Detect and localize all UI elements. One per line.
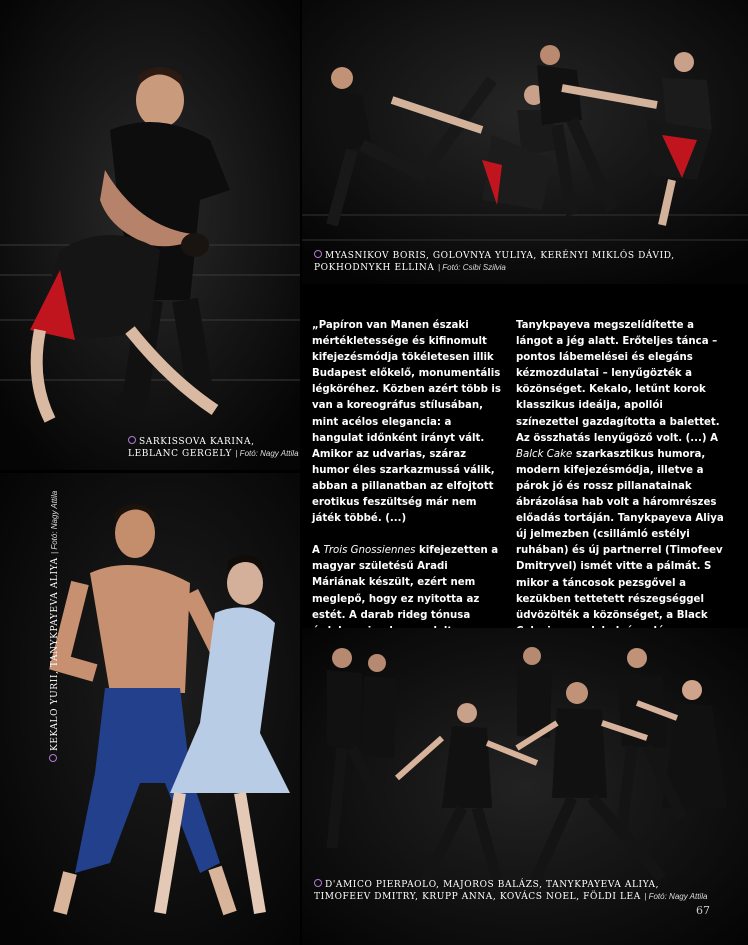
article-paragraph: A Trois Gnossiennes kifejezetten a magyar születésű Aradi Máriának készült, ezért nem meglepő, hogy ez nyitotta az estét. A darab rideg tónusa <box>312 545 499 621</box>
ring-icon <box>314 250 322 258</box>
ring-icon <box>128 436 136 444</box>
caption-sarkissova: SARKISSOVA KARINA, LEBLANC GERGELY | Fotó: Nagy Attila <box>128 437 299 459</box>
photo-kekalo-tanykpayeva <box>0 473 300 945</box>
ring-icon <box>49 754 57 762</box>
photo-sarkissova-leblanc <box>0 0 300 470</box>
article-paragraph: Tanykpayeva megszelídítette a lángot a jég alatt. Erőteljes tánca – pontos lábemelései és elegáns kézmozdulatai – lenyűgözték a közönséget. Kekalo, letűnt korok klasszikus ideálja, apollói színezettel gazdagította a balettet. Az összhatás lenyűgöző volt. (...) A Balck Cake szarkasztikus humora, modern kifejezésmódja, illetve a párok jó és rossz pillanatainak ábrázolása hab volt a háromrészes előadás tortáján. Tanykpayeva Aliya új jelmezben (csillámló estélyi ruhában) és új partnerrel (Timofeev Dmitryvel) ismét vitte a pálmát. S mikor a táncosok pezsgővel a kezükben tettetett részegséggel üdvözölték a közönséget, a Black <box>516 320 724 621</box>
article-column-2 <box>516 318 724 672</box>
caption-kekalo: KEKALO YURII, TANYKPAYEVA ALIYA | Fotó: Nagy Attila <box>49 462 63 762</box>
caption-ensemble: D'AMICO PIERPAOLO, MAJOROS BALÁZS, TANYKPAYEVA ALIYA, TIMOFEEV DMITRY, KRUPP ANNA, KOVÁCS NOEL, FÖLDI LEA | Fotó: Nagy Attila <box>314 880 708 902</box>
caption-myasnikov: MYASNIKOV BORIS, GOLOVNYA YULIYA, KERÉNYI MIKLÓS DÁVID, POKHODNYKH ELLINA | Fotó: Csibi Szilvia <box>314 251 675 273</box>
ring-icon <box>314 879 322 887</box>
photo-myasnikov-group <box>302 0 748 284</box>
page-number: 67 <box>696 904 710 917</box>
article-paragraph: „Papíron van Manen északi mértékletessége és kifinomult kifejezésmódja tökéletesen illik Budapest előkelő, monumentális légköréhez. Közben azért több is van a koreográfus stílusában, mint acélos elegancia: a hangulat időnként irányt vált. Amikor az udvarias, száraz humor éles szarkazmussá válik, abban a pillanatban az elfojtott erotikus feszültség már nem játék többé. (...) <box>312 320 501 525</box>
